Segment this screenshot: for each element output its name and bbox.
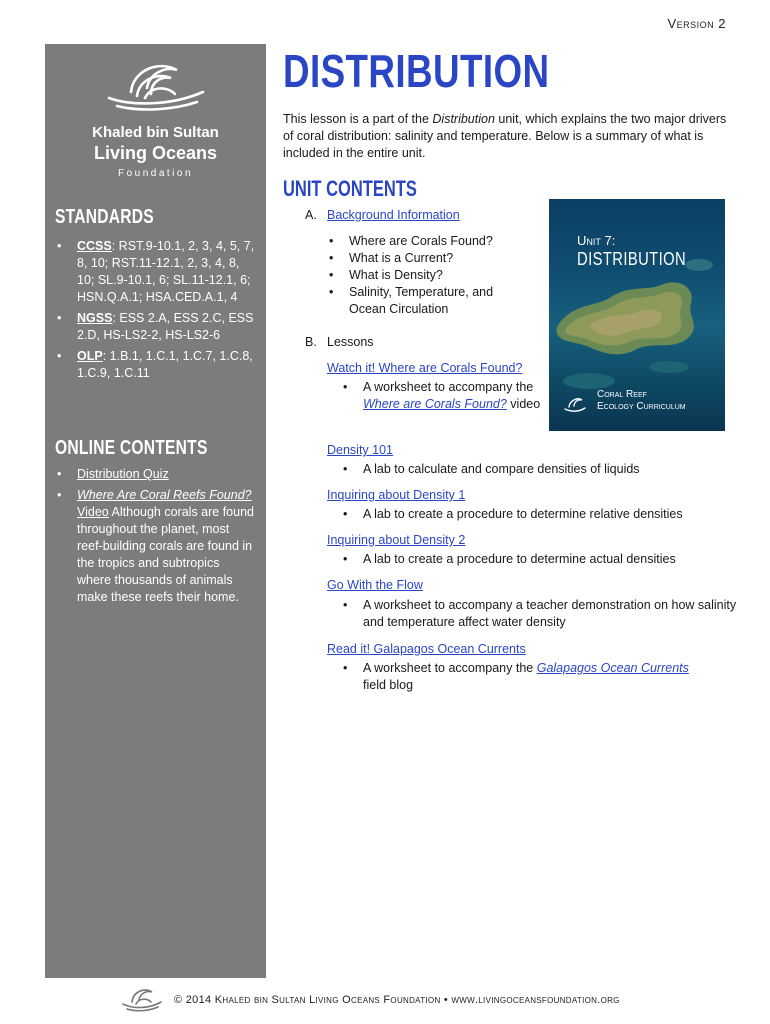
list-item — [55, 466, 255, 483]
cover-series-2: Ecology Curriculum — [597, 401, 686, 412]
sidebar — [45, 44, 266, 978]
cover-series-1: Coral Reef — [597, 389, 647, 400]
list-item — [55, 487, 255, 606]
lesson-4-link[interactable]: Inquiring about Density 2 — [327, 533, 466, 547]
video-label[interactable]: Video — [77, 505, 109, 519]
page-title: DISTRIBUTION — [283, 45, 550, 97]
footer — [120, 984, 660, 1014]
list-item: • What is a Current? — [327, 250, 527, 267]
where-are-corals-found-link[interactable]: Where are Corals Found? — [363, 397, 507, 411]
list-item: • Where are Corals Found? — [327, 233, 527, 250]
standards-list — [55, 238, 255, 386]
footer-text: © 2014 Khaled bin Sultan Living Oceans Foundation • www.livingoceansfoundation.org — [174, 994, 620, 1006]
standard-label-ccss: CCSS — [77, 239, 112, 253]
list-item: • What is Density? — [327, 267, 527, 284]
lesson-1-text-pre: A worksheet to accompany the — [363, 380, 534, 394]
foundation-logo — [45, 52, 266, 179]
wave-logo-icon — [101, 52, 211, 120]
lesson-4-list — [341, 551, 741, 568]
lesson-1-text-post: video — [506, 397, 541, 411]
lesson-5-list — [341, 597, 741, 631]
standard-label-ngss: NGSS — [77, 311, 113, 325]
section-b-letter: B. — [305, 335, 317, 349]
video-description: Although corals are found throughout the planet, most reef-building corals are found in the tropics and subtropics where thousands of animals make these reefs their home. — [77, 505, 254, 604]
lesson-2-list — [341, 461, 741, 478]
lessons-label: Lessons — [327, 335, 374, 349]
cover-unit-label: Unit 7: — [577, 233, 616, 248]
intro-text-1: This lesson is a part of the — [283, 112, 433, 126]
list-item: • A lab to create a procedure to determine relative densities — [341, 506, 741, 523]
lesson-2-link[interactable]: Density 101 — [327, 443, 394, 457]
standards-heading: STANDARDS — [55, 206, 154, 228]
lesson-5-link[interactable]: Go With the Flow — [327, 578, 423, 592]
standard-text-ccss: : RST.9-10.1, 2, 3, 4, 5, 7, 8, 10; RST.11-12.1, 2, 3, 4, 8, 10; SL.9-10.1, 6; SL.11-12.1, 6; HSN.Q.A.1; HSA.CED.A.1, 4 — [77, 239, 255, 304]
lesson-1-link[interactable]: Watch it! Where are Corals Found? — [327, 361, 523, 375]
logo-line-1: Khaled bin Sultan — [92, 124, 219, 141]
intro-paragraph — [283, 111, 733, 162]
intro-text-2: unit, which explains the two major drivers of coral distribution: salinity and temperature. Below is a summary of what is included in the entire unit. — [283, 112, 727, 160]
online-contents-list — [55, 466, 255, 610]
footer-wave-logo-icon — [120, 984, 164, 1014]
online-contents-heading: ONLINE CONTENTS — [55, 437, 208, 459]
list-item: • A lab to calculate and compare densities of liquids — [341, 461, 741, 478]
lesson-3-link[interactable]: Inquiring about Density 1 — [327, 488, 466, 502]
unit-contents-heading: UNIT CONTENTS — [283, 176, 417, 201]
lesson-6-text-post: field blog — [363, 678, 414, 692]
distribution-quiz-link[interactable]: Distribution Quiz — [77, 467, 169, 481]
section-a-letter: A. — [305, 208, 317, 222]
list-item — [55, 310, 255, 344]
galapagos-ocean-currents-link[interactable]: Galapagos Ocean Currents — [536, 661, 689, 675]
logo-line-2: Living Oceans — [93, 143, 218, 163]
list-item — [55, 238, 255, 306]
cover-series-label — [597, 389, 686, 413]
lesson-3-list — [341, 506, 741, 523]
standard-text-olp: : 1.B.1, 1.C.1, 1.C.7, 1.C.8, 1.C.9, 1.C.11 — [77, 349, 253, 380]
standard-label-olp: OLP — [77, 349, 103, 363]
cover-title: DISTRIBUTION — [577, 249, 687, 269]
list-item: • A worksheet to accompany a teacher demonstration on how salinity and temperature affect water density — [341, 597, 741, 631]
list-item — [341, 379, 541, 413]
list-item — [341, 660, 741, 694]
lesson-6-link[interactable]: Read it! Galapagos Ocean Currents — [327, 642, 526, 656]
list-item: • Salinity, Temperature, and Ocean Circulation — [327, 284, 527, 318]
background-information-link[interactable]: Background Information — [327, 208, 460, 222]
cover-logo-icon — [563, 393, 587, 417]
coral-reefs-video-link[interactable]: Where Are Coral Reefs Found? — [77, 488, 252, 502]
intro-emphasis: Distribution — [432, 112, 495, 126]
background-list — [327, 233, 527, 318]
standard-text-ngss: : ESS 2.A, ESS 2.C, ESS 2.D, HS-LS2-2, HS-LS2-6 — [77, 311, 254, 342]
list-item — [55, 348, 255, 382]
lesson-1-list — [341, 379, 541, 413]
unit-cover-image — [549, 199, 725, 431]
list-item: • A lab to create a procedure to determine actual densities — [341, 551, 741, 568]
logo-line-3: Foundation — [117, 168, 194, 179]
lesson-6-text-pre: A worksheet to accompany the — [363, 661, 537, 675]
lesson-6-list — [341, 660, 741, 694]
version-label: Version 2 — [667, 16, 726, 31]
